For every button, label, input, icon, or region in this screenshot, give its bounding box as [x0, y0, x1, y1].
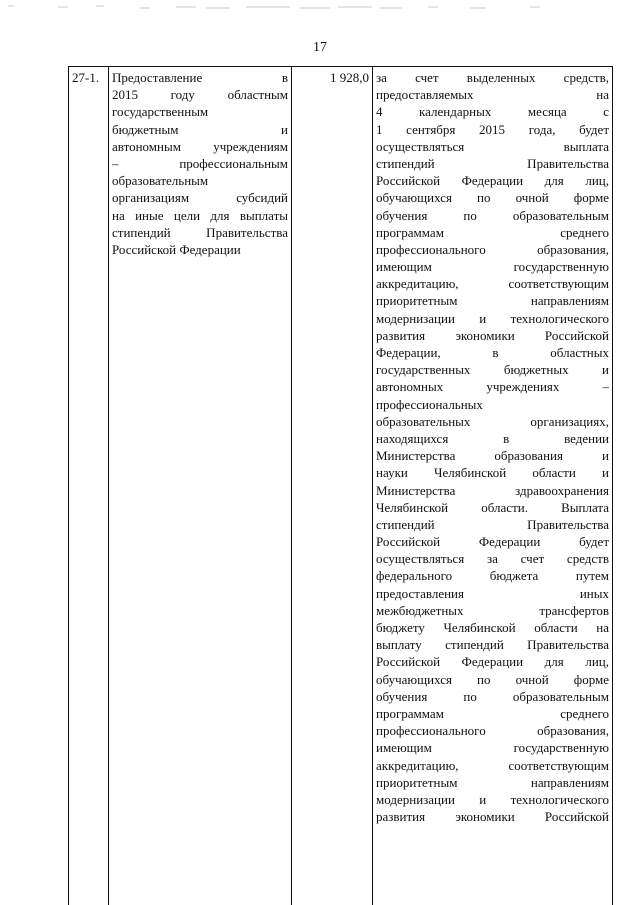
document-table [68, 66, 609, 905]
scan-artifact-strip [0, 0, 640, 14]
description-line: федерального бюджета путем [376, 568, 609, 584]
description-line: обучающихся по очной форме [376, 190, 609, 206]
purpose-line: 2015 году областным [112, 87, 288, 103]
description-line: Челябинской области. Выплата [376, 499, 609, 515]
description-line: аккредитацию, соответствующим [376, 757, 609, 773]
purpose-line: организациям субсидий [112, 190, 288, 206]
description-line: 4 календарных месяца с [376, 104, 609, 120]
purpose-line: – профессиональным [112, 156, 288, 172]
description-line: осуществляться за счет средств [376, 551, 609, 567]
table-row [69, 67, 613, 905]
purpose-line: образовательным [112, 173, 209, 189]
purpose-line: Российской Федерации [112, 242, 241, 258]
purpose-line: бюджетным и [112, 121, 288, 137]
description-line: Федерации, в областных [376, 345, 609, 360]
description-line: находящихся в ведении [376, 430, 609, 446]
page-number: 17 [313, 40, 327, 55]
description-line: науки Челябинской области и [376, 465, 609, 481]
description-line: Министерства здравоохранения [376, 482, 609, 498]
description-line: приоритетным направлениям [376, 293, 609, 309]
amount-cell [292, 67, 373, 905]
description-line: профессионального образования, [376, 241, 609, 257]
purpose-cell [109, 67, 292, 905]
description-line: модернизации и технологического [376, 791, 609, 807]
description-line: 1 сентября 2015 года, будет [376, 121, 609, 137]
description-line: аккредитацию, соответствующим [376, 276, 609, 292]
description-line: образовательных организациях, [376, 413, 609, 429]
row-number: 27-1. [72, 70, 100, 85]
description-line: осуществляться выплата [376, 138, 609, 154]
purpose-line: государственным [112, 104, 209, 120]
description-line: программам среднего [376, 705, 609, 721]
description-line: предоставляемых на [376, 87, 609, 103]
description-line: имеющим государственную [376, 740, 609, 756]
row-number-cell [69, 67, 109, 905]
description-line: профессиональных [376, 396, 483, 412]
description-line: стипендий Правительства [376, 516, 609, 532]
description-line: Министерства образования и [376, 448, 609, 464]
description-line: государственных бюджетных и [376, 362, 609, 378]
purpose-line: на иные цели для выплаты [112, 207, 288, 223]
description-line: выплату стипендий Правительства [376, 637, 609, 653]
description-line: стипендий Правительства [376, 155, 609, 171]
description-line: модернизации и технологического [376, 310, 609, 326]
amount-value: 1 928,0 [330, 70, 369, 85]
description-line: за счет выделенных средств, [376, 70, 609, 85]
description-line: обучающихся по очной форме [376, 671, 609, 687]
description-line: развития экономики Российской [376, 809, 609, 825]
description-line: обучения по образовательным [376, 207, 609, 223]
purpose-line: стипендий Правительства [112, 224, 288, 240]
purpose-line: Предоставление в [112, 70, 288, 85]
description-line: профессионального образования, [376, 723, 609, 739]
description-line: приоритетным направлениям [376, 774, 609, 790]
description-line: Российской Федерации для лиц, [376, 173, 609, 189]
description-cell [373, 67, 613, 905]
description-line: бюджету Челябинской области на [376, 620, 609, 635]
description-line: Российской Федерации для лиц, [376, 654, 609, 670]
description-line: имеющим государственную [376, 259, 609, 275]
description-line: обучения по образовательным [376, 688, 609, 704]
purpose-line: автономным учреждениям [112, 138, 288, 154]
description-line: автономных учреждениях – [376, 379, 609, 395]
description-line: межбюджетных трансфертов [376, 602, 609, 618]
description-line: развития экономики Российской [376, 327, 609, 343]
description-line: предоставления иных [376, 585, 609, 601]
description-line: Российской Федерации будет [376, 534, 609, 550]
description-line: программам среднего [376, 224, 609, 240]
